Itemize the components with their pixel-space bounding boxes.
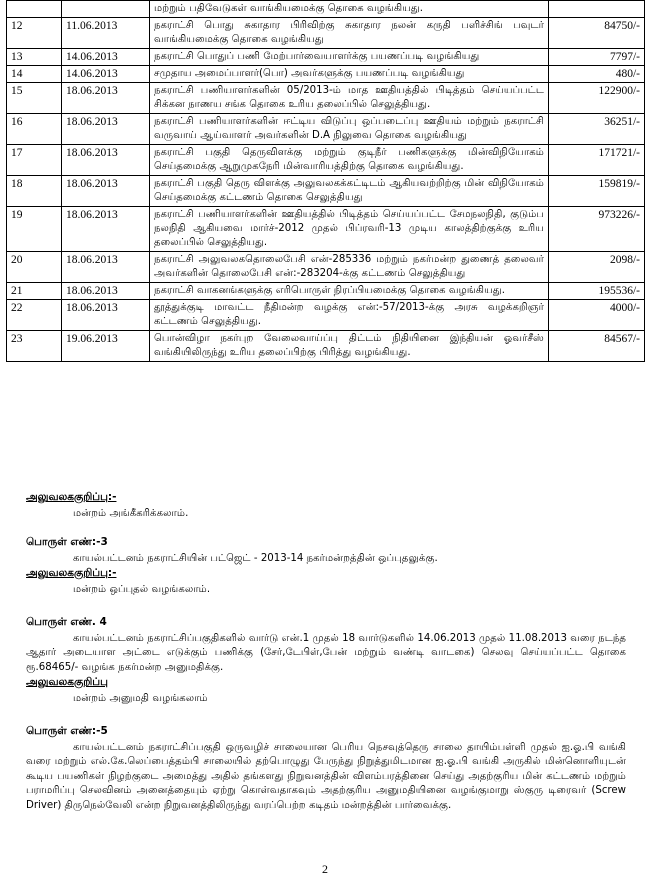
subject-4-heading: பொருள் எண். 4 [26,616,107,628]
row-description: மற்றும் பதிவேடுகள் வாங்கியமைக்கு தொகை வழங்கியது. [150,1,549,18]
row-amount: 2098/- [549,252,645,283]
subject-4-text: காயல்பட்டனம் நகராட்சிப்பகுதிகளில் வார்டு என்.1 முதல் 18 வார்டுகளில் 14.06.2013 முதல் 11.08.2013 வரை நடந்த ஆதார் அடையாள அட்டை எடுக்கும் பணிக்கு (சேர்,டேபிள்,பேன் மற்றும் வண்டி வாடகை) செலவு செய்யப்பட்ட தொகை ரூ.68465/- வழங்க நகர்மன்ற அனுமதிக்கு. [26,632,626,673]
expense-table-body [7,1,645,362]
row-description: நகராட்சி பணியாளர்களின் ஊதியத்தில் பிடித்தம் செய்யப்பட்ட சேமநலநிதி, குடும்ப நலநிதி ஆகியவை மார்ச்-2012 முதல் பிப்ரவரி-13 முடிய காலத்திற்குக்கு உரிய தலைப்பில் செலுத்தியது. [150,207,549,252]
row-number: 19 [7,207,62,252]
office-note-heading: அலுவலககுறிப்பு:- [26,567,117,579]
row-number: 17 [7,145,62,176]
table-row [7,300,645,331]
table-row [7,1,645,18]
table-row [7,207,645,252]
row-description: சமுதாய அமைப்பாளர்(பொ) அவர்களுக்கு பயணப்படி வழங்கியது [150,66,549,83]
expense-table [6,0,645,362]
row-date: 18.06.2013 [62,300,150,331]
row-date: 18.06.2013 [62,283,150,300]
row-amount: 171721/- [549,145,645,176]
row-date: 18.06.2013 [62,176,150,207]
table-row [7,49,645,66]
row-amount: 122900/- [549,83,645,114]
table-row [7,114,645,145]
row-date: 14.06.2013 [62,66,150,83]
row-date: 18.06.2013 [62,207,150,252]
row-amount: 480/- [549,66,645,83]
table-row [7,66,645,83]
row-number: 15 [7,83,62,114]
row-number: 13 [7,49,62,66]
row-description: நகராட்சி பகுதி தெரு விளக்கு அலுவலகக்கட்டிடம் ஆகியவற்றிற்கு மின் விநியோகம் செய்தமைக்கு கட்டணம் தொகை செலுத்தியது [150,176,549,207]
row-number [7,1,62,18]
row-number: 21 [7,283,62,300]
row-number: 22 [7,300,62,331]
row-amount: 159819/- [549,176,645,207]
row-amount: 7797/- [549,49,645,66]
row-description: நகராட்சி பணியாளர்களின் ஈட்டிய விடுப்பு ஒப்படைப்பு ஊதியம் மற்றும் நகராட்சி வருவாய் ஆய்வாளர் அவர்களின் D.A நிலுவை தொகை வழங்கியது [150,114,549,145]
row-date: 18.06.2013 [62,114,150,145]
row-date: 18.06.2013 [62,83,150,114]
row-number: 12 [7,18,62,49]
page-number: 2 [322,862,328,876]
subject-3-heading: பொருள் எண்:-3 [26,536,108,548]
subject-5-text: காயல்பட்டனம் நகராட்சிப்பகுதி ஒருவழிச் சாலையான பெரிய நெசவுத்தெரு சாலை தாயிம்பள்ளி முதல் ஐ.ஓ.பி வங்கி வரை மற்றும் எல்.கே.லெப்பைத்தம்பி சாலையில் தற்பொழுது பேருந்து நிறுத்துமிடமான ஐ.ஓ.பி வங்கி அருகில் மின்னொளியுடன் கூடிய பயணிகள் நிழற்குடை அமைத்து அதில் தங்களது நிறுவனத்தின் விளம்பரத்தினை செய்து அதற்குரிய மின் கட்டணம் மற்றும் பராமரிப்பு செலவினம் அனைத்தையும் ஏற்று கொள்வதாகவும் அதற்குரிய அனுமதியினை வழங்குமாறு ஸ்குரு டிரைவர் (Screw Driver) திருநெல்வேலி என்ற நிறுவனத்திலிருந்து வரப்பெற்ற கடிதம் மன்றத்தின் பார்வைக்கு. [26,741,626,811]
office-note-text: மன்றம் ஒப்புதல் வழங்கலாம். [73,583,211,595]
row-date: 14.06.2013 [62,49,150,66]
row-description: நகராட்சி பகுதி தெருவிளக்கு மற்றும் குடிநீர் பணிகளுக்கு மின்விநியோகம் செய்தமைக்கு ஆறுமுகநேரி மின்வாரியத்திற்கு தொகை வழங்கியது. [150,145,549,176]
subject-5-heading: பொருள் எண்:-5 [26,725,108,737]
office-note-text: மன்றம் அங்கீகரிக்கலாம். [73,507,189,519]
row-description: பொன்விழா நகர்புற வேலைவாய்ப்பு திட்டம் நிதியினை இந்தியன் ஓவர்சீஸ் வங்கியிலிருந்து உரிய தலைப்பிற்கு பிரித்து வழங்கியது. [150,331,549,362]
table-row [7,176,645,207]
row-amount: 84567/- [549,331,645,362]
table-row [7,252,645,283]
row-date: 19.06.2013 [62,331,150,362]
table-row [7,18,645,49]
row-amount: 36251/- [549,114,645,145]
row-number: 23 [7,331,62,362]
table-row [7,83,645,114]
row-amount: 4000/- [549,300,645,331]
row-date [62,1,150,18]
row-amount: 973226/- [549,207,645,252]
row-amount [549,1,645,18]
row-amount: 84750/- [549,18,645,49]
row-number: 20 [7,252,62,283]
row-date: 11.06.2013 [62,18,150,49]
row-description: நகராட்சி பொது சுகாதார பிரிவிற்கு சுகாதார நலன் கருதி பளிச்சிங் பவுடர் வாங்கியமைக்கு தொகை வழங்கியது [150,18,549,49]
agenda-sections [26,490,626,813]
row-description: நகராட்சி பொதுப் பணி மேற்பார்வையாளர்க்கு பயணப்படி வழங்கியது [150,49,549,66]
office-note-heading: அலுவலககுறிப்பு [26,676,108,688]
row-date: 18.06.2013 [62,145,150,176]
subject-3-text: காயல்பட்டனம் நகராட்சியின் பட்ஜெட் - 2013-14 நகர்மன்றத்தின் ஒப்புதலுக்கு. [73,552,438,564]
office-note-text: மன்றம் அனுமதி வழங்கலாம் [73,692,208,704]
table-row [7,145,645,176]
table-row [7,331,645,362]
row-description: நகராட்சி அலுவலகதொலைபேசி என்-285336 மற்றும் நகர்மன்ற துணைத் தலைவர் அவர்களின் தொலைபேசி என்:-283204-க்கு கட்டணம் செலுத்தியது [150,252,549,283]
office-note-heading: அலுவலககுறிப்பு:- [26,491,117,503]
table-row [7,283,645,300]
row-number: 14 [7,66,62,83]
row-number: 16 [7,114,62,145]
row-description: தூத்துக்குடி மாவட்ட நீதிமன்ற வழக்கு என்:-57/2013-க்கு அரசு வழக்கறிஞர் கட்டணம் செலுத்தியது. [150,300,549,331]
row-description: நகராட்சி வாகனங்களுக்கு எரிபொருள் நிரப்பியமைக்கு தொகை வழங்கியது. [150,283,549,300]
row-date: 18.06.2013 [62,252,150,283]
row-description: நகராட்சி பணியாளர்களின் 05/2013-ம் மாத ஊதியத்தில் பிடித்தம் செய்யப்பட்ட சிக்கன நாணய சங்க தொகை உரிய தலைப்பில் செலுத்தியது. [150,83,549,114]
row-amount: 195536/- [549,283,645,300]
row-number: 18 [7,176,62,207]
